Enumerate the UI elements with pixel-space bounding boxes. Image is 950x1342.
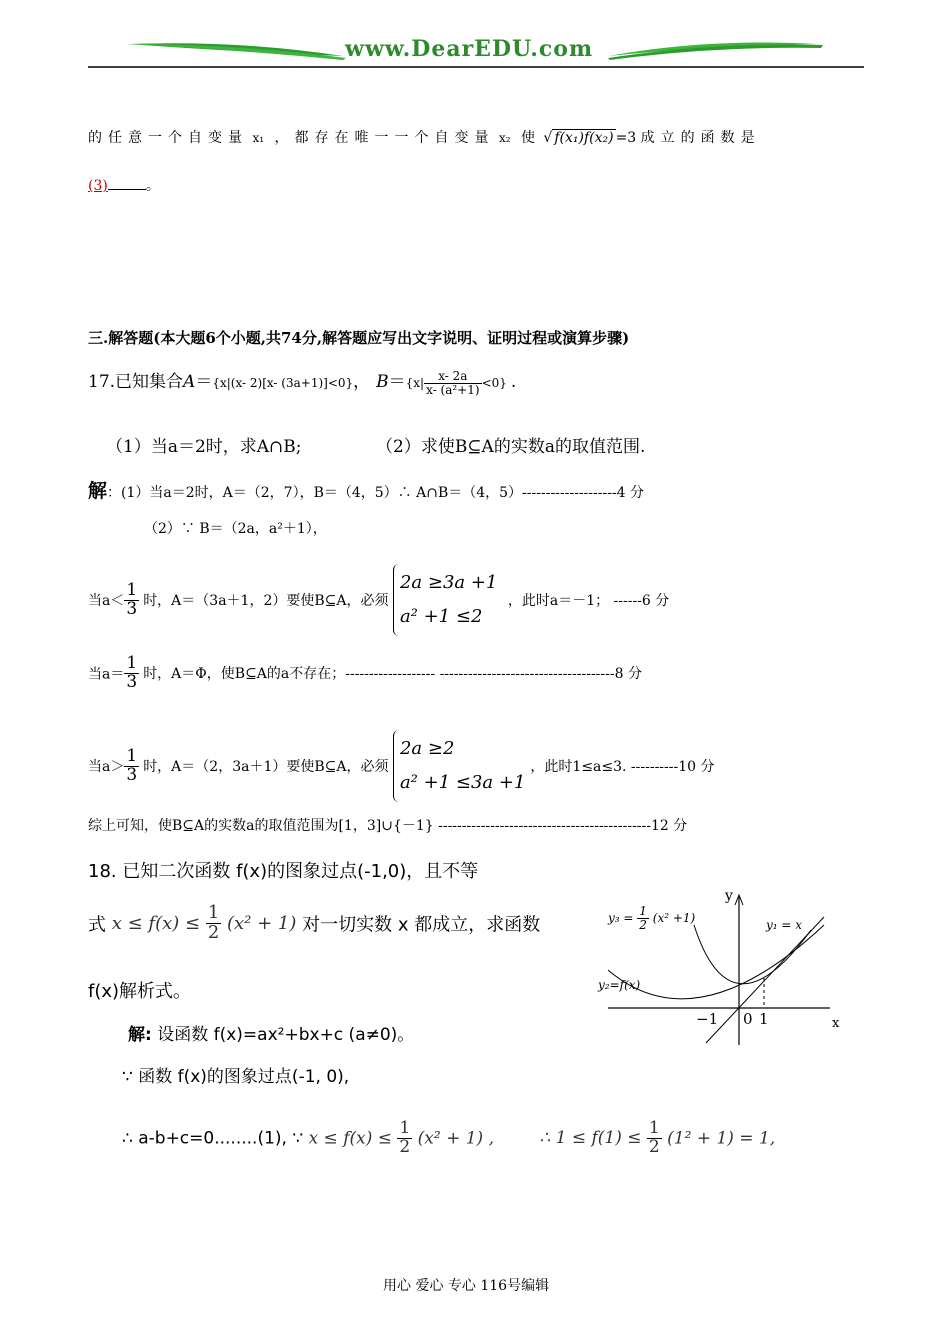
curve-y3 [694,925,811,984]
text-part3: 使 [520,130,535,146]
text-part1: 的任意一个自变量 [88,130,248,146]
q17-solution-2: （2）∵ B＝（2a，a²＋1）， [144,521,327,537]
system-case-3: 2a ≥2 a² +1 ≤3a +1 [393,730,526,802]
q17-case-2: 当a＝ $\frac{1}{3}$ 时，A＝Φ，使B⊆A的a不存在；------------------- -------------------------------------8 分 [88,653,642,692]
axis-label-y: y [725,888,733,904]
q17-subquestion-1: （1）当a＝2时，求A∩B; [106,437,302,457]
fill-blank-line-2: (3) 。 [88,178,160,194]
tick-0: 0 [743,1010,753,1028]
label-y2: y₂=f(x) [598,978,641,992]
q18-line-2: 式 x ≤ f(x) ≤ $\frac{1}{2}$ (x² + 1) 对一切实数 x 都成立，求函数 [88,902,541,943]
q18-solution-label: 解: [128,1025,152,1045]
section-heading: 三.解答题(本大题6个小题,共74分,解答题应写出文字说明、证明过程或演算步骤) [88,329,630,347]
axis-label-x: x [832,1016,840,1031]
q17-case-3: 当a＞ $\frac{1}{3}$ 时，A＝（2，3a＋1）要使B⊆A，必须 2a ≥2 a² +1 ≤3a +1 ，此时1≤a≤3. ----------10 分 [88,730,715,802]
q18-line-3: f(x)解析式。 [88,981,192,1002]
logo-text: www.DearEDU.com [345,36,594,62]
label-y3: y₃ = $\frac{1}{2}$ (x² +1) [608,904,696,932]
q17-subquestion-2: （2）求使B⊆A的实数a的取值范围. [376,437,646,457]
label-y1: y₁ = x [766,918,803,932]
q17-solution-1: 解：(1）当a＝2时，A＝（2，7），B＝（4，5）∴ A∩B＝（4，5）--------------------4 分 [88,480,645,502]
q18-last-line: ∴ a-b+c=0........(1), ∵ x ≤ f(x) ≤ $\frac{1}{2}$ (x² + 1) , ∴ 1 ≤ f(1) ≤ $\frac{1}{2}$ (1² + 1) = 1, [122,1118,776,1157]
sqrt-expression: √ f(x₁)f(x₂) [543,130,614,146]
fill-blank-line-1 [88,127,761,147]
set-a: {x|(x- 2)[x- (3a+1)]<0} [212,376,354,390]
text-part2: ，都存在唯一一个自变量 [274,130,495,146]
q18-figure [596,885,846,1050]
tick-1: 1 [759,1010,769,1028]
q17-summary: 综上可知，使B⊆A的实数a的取值范围为[1，3]∪{－1} ---------------------------------------------12 分 [88,818,688,834]
blank-answer: (3) [88,178,108,194]
header-logo [88,30,864,72]
equals-three: =3 [615,130,637,146]
tick-minus-1: −1 [696,1010,719,1028]
q18-line-1: 18. 已知二次函数 f(x)的图象过点(-1,0)，且不等 [88,861,479,882]
set-b: {x| $\frac{x- 2a}{\text{x- (a²+1)}}$ <0} [405,369,507,397]
text-part4: 成立的函数是 [640,130,761,146]
system-case-1: 2a ≥3a +1 a² +1 ≤2 [393,564,503,636]
var-x2: x₂ [498,131,511,145]
var-x1: x₁ [252,131,265,145]
page-footer: 用心 爱心 专心 116号编辑 [383,1278,550,1294]
q18-because: ∵ 函数 f(x)的图象过点(-1, 0), [122,1067,350,1087]
curve-y2 [608,925,824,999]
q18-solution: 解: 设函数 f(x)=ax²+bx+c (a≠0)。 [128,1025,415,1045]
solution-label: 解 [88,480,108,502]
q17-stem: 17.已知集合A＝{x|(x- 2)[x- (3a+1)]<0}， B＝{x| $\frac{x- 2a}{\text{x- (a²+1)}}$ <0} . [88,369,517,397]
q17-case-1: 当a＜ $\frac{1}{3}$ 时，A＝（3a＋1，2）要使B⊆A，必须 2a ≥3a +1 a² +1 ≤2 ，此时a＝－1； ------6 分 [88,564,669,636]
